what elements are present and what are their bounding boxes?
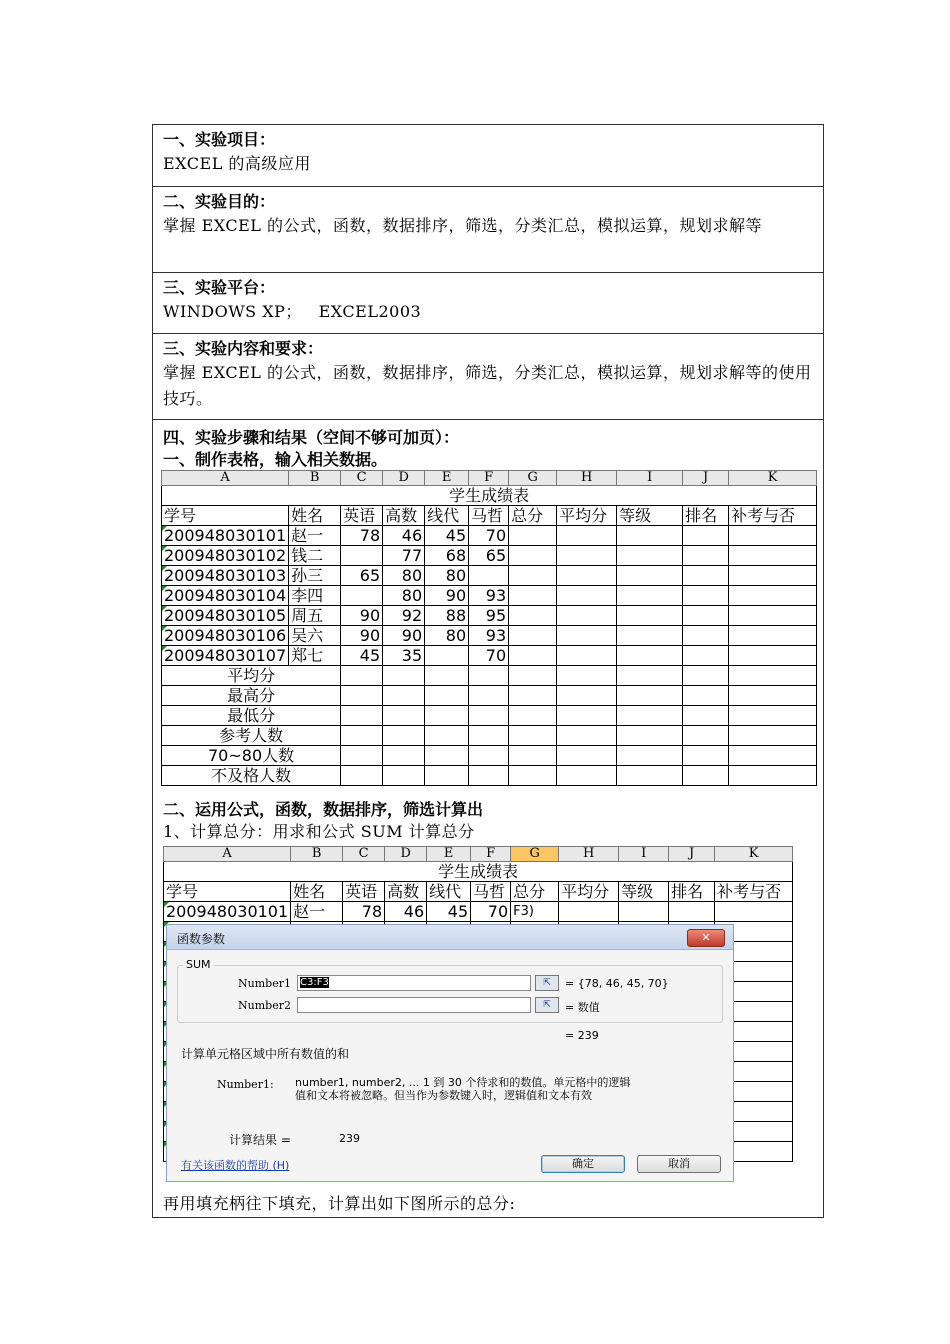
- cell[interactable]: [383, 766, 425, 786]
- header-cell[interactable]: 马哲: [469, 506, 509, 526]
- cell-student-id[interactable]: 200948030107: [162, 646, 289, 666]
- cell[interactable]: [617, 666, 683, 686]
- header-cell[interactable]: 等级: [617, 506, 683, 526]
- cell[interactable]: [729, 626, 817, 646]
- section-body: EXCEL 的高级应用: [163, 154, 311, 173]
- cell[interactable]: [425, 746, 469, 766]
- dialog-title: 函数参数: [177, 932, 226, 946]
- step2-heading: 二、运用公式，函数，数据排序，筛选计算出: [163, 800, 484, 819]
- cell[interactable]: [617, 626, 683, 646]
- header-cell[interactable]: 线代: [425, 506, 469, 526]
- sheet-title-cell[interactable]: 学生成绩表: [162, 486, 817, 506]
- cell[interactable]: [557, 726, 617, 746]
- cell[interactable]: [557, 646, 617, 666]
- title-row: [162, 486, 817, 506]
- collapse-dialog-button[interactable]: [535, 975, 559, 991]
- cell[interactable]: [559, 902, 619, 922]
- summary-row: [162, 686, 817, 706]
- cell[interactable]: [729, 526, 817, 546]
- cell[interactable]: [425, 706, 469, 726]
- header-cell[interactable]: 排名: [683, 506, 729, 526]
- header-cell[interactable]: 高数: [383, 506, 425, 526]
- column-header[interactable]: D: [383, 471, 425, 486]
- section-step2: [153, 795, 823, 845]
- column-header[interactable]: J: [669, 847, 715, 862]
- cell[interactable]: [557, 626, 617, 646]
- header-cell[interactable]: 等级: [619, 882, 669, 902]
- table-row: [164, 902, 793, 922]
- cell[interactable]: [729, 566, 817, 586]
- column-header[interactable]: F: [471, 847, 511, 862]
- cell[interactable]: [617, 746, 683, 766]
- cell[interactable]: [729, 706, 817, 726]
- column-header[interactable]: I: [619, 847, 669, 862]
- cell[interactable]: [557, 706, 617, 726]
- cell-score[interactable]: 78: [343, 902, 385, 922]
- summary-label[interactable]: 不及格人数: [162, 766, 341, 786]
- cell-score[interactable]: 80: [425, 626, 469, 646]
- cell[interactable]: [557, 686, 617, 706]
- cell-name[interactable]: 孙三: [289, 566, 341, 586]
- cell[interactable]: [617, 646, 683, 666]
- section-step2-footer: [153, 1189, 823, 1215]
- cell-student-id[interactable]: 200948030101: [162, 526, 289, 546]
- cell-name[interactable]: 郑七: [289, 646, 341, 666]
- cell-name[interactable]: 周五: [289, 606, 341, 626]
- column-header-selected[interactable]: G: [511, 847, 559, 862]
- cell-score[interactable]: 35: [383, 646, 425, 666]
- cell[interactable]: [557, 566, 617, 586]
- table-row: [162, 566, 817, 586]
- summary-row: [162, 706, 817, 726]
- cell[interactable]: [509, 626, 557, 646]
- table-row: [162, 606, 817, 626]
- cell[interactable]: [729, 546, 817, 566]
- header-cell[interactable]: 补考与否: [715, 882, 793, 902]
- cell[interactable]: [557, 666, 617, 686]
- cell[interactable]: [509, 726, 557, 746]
- number2-result: = 数值: [565, 1001, 600, 1014]
- sheet-title-cell[interactable]: 学生成绩表: [164, 862, 793, 882]
- summary-label[interactable]: 参考人数: [162, 726, 341, 746]
- cell-score[interactable]: 90: [383, 626, 425, 646]
- cell-score[interactable]: 90: [341, 626, 383, 646]
- section-title: 一、实验项目：: [163, 130, 276, 149]
- cell[interactable]: [729, 586, 817, 606]
- summary-label[interactable]: 最高分: [162, 686, 341, 706]
- arg-help-line: number1, number2, ... 1 到 30 个待求和的数值。单元格中的逻辑: [295, 1076, 631, 1089]
- cell-score[interactable]: [341, 586, 383, 606]
- cell[interactable]: [683, 706, 729, 726]
- cell[interactable]: [383, 666, 425, 686]
- summary-row: [162, 726, 817, 746]
- cell[interactable]: [469, 726, 509, 746]
- cell[interactable]: [617, 566, 683, 586]
- header-cell[interactable]: 线代: [427, 882, 471, 902]
- cell-score[interactable]: 77: [383, 546, 425, 566]
- cell[interactable]: [509, 766, 557, 786]
- column-header[interactable]: G: [509, 471, 557, 486]
- cell[interactable]: [617, 546, 683, 566]
- range-select-icon: ⇱: [543, 978, 551, 988]
- cell-score[interactable]: [425, 646, 469, 666]
- cell[interactable]: [341, 726, 383, 746]
- cell[interactable]: [683, 526, 729, 546]
- cell[interactable]: [509, 606, 557, 626]
- cell[interactable]: [683, 546, 729, 566]
- cell[interactable]: [509, 586, 557, 606]
- section-title: 三、实验内容和要求：: [163, 339, 324, 358]
- result-label: 计算结果 =: [229, 1133, 291, 1147]
- cell-score[interactable]: 90: [425, 586, 469, 606]
- table-row: [162, 626, 817, 646]
- header-cell[interactable]: 学号: [162, 506, 289, 526]
- cell[interactable]: [683, 586, 729, 606]
- step2-subheading: 1、计算总分：用求和公式 SUM 计算总分: [163, 822, 475, 841]
- cell[interactable]: [715, 902, 793, 922]
- summary-label[interactable]: 最低分: [162, 706, 341, 726]
- cell-name[interactable]: 赵一: [291, 902, 343, 922]
- arg-help-line: 值和文本将被忽略。但当作为参数键入时，逻辑值和文本有效: [295, 1089, 592, 1102]
- cell[interactable]: [509, 686, 557, 706]
- column-header[interactable]: J: [683, 471, 729, 486]
- dialog-titlebar[interactable]: [167, 925, 733, 950]
- collapse-dialog-button[interactable]: [535, 997, 559, 1013]
- column-header[interactable]: C: [343, 847, 385, 862]
- cell-student-id[interactable]: 200948030105: [162, 606, 289, 626]
- cell[interactable]: [425, 666, 469, 686]
- header-cell[interactable]: 排名: [669, 882, 715, 902]
- column-header[interactable]: F: [469, 471, 509, 486]
- range-select-icon: ⇱: [543, 1000, 551, 1010]
- cell[interactable]: [683, 666, 729, 686]
- cell[interactable]: [425, 766, 469, 786]
- header-cell[interactable]: 总分: [509, 506, 557, 526]
- cell[interactable]: [469, 686, 509, 706]
- section-body: 掌握 EXCEL 的公式，函数，数据排序，筛选，分类汇总，模拟运算，规划求解等: [163, 216, 763, 235]
- header-cell[interactable]: 英语: [341, 506, 383, 526]
- cell-score[interactable]: 93: [469, 586, 509, 606]
- cell[interactable]: [557, 586, 617, 606]
- function-name-label: SUM: [183, 958, 214, 971]
- cell-score[interactable]: 65: [469, 546, 509, 566]
- result-value: 239: [339, 1132, 360, 1145]
- cell-name[interactable]: 赵一: [289, 526, 341, 546]
- cell[interactable]: [617, 706, 683, 726]
- cell-score[interactable]: [469, 566, 509, 586]
- number1-label: Number1: [238, 977, 291, 990]
- number2-label: Number2: [238, 999, 291, 1012]
- table-row: [162, 646, 817, 666]
- cell-student-id[interactable]: 200948030101: [164, 902, 291, 922]
- cell-score[interactable]: 70: [469, 526, 509, 546]
- header-cell[interactable]: 补考与否: [729, 506, 817, 526]
- header-row: [162, 506, 817, 526]
- cell-score[interactable]: 95: [469, 606, 509, 626]
- close-button[interactable]: ✕: [687, 929, 725, 947]
- column-header[interactable]: K: [729, 471, 817, 486]
- summary-label[interactable]: 平均分: [162, 666, 341, 686]
- header-cell[interactable]: 高数: [385, 882, 427, 902]
- cell[interactable]: [341, 706, 383, 726]
- number1-result: = {78, 46, 45, 70}: [565, 977, 669, 990]
- cell-name[interactable]: 李四: [289, 586, 341, 606]
- cell[interactable]: [557, 766, 617, 786]
- cell[interactable]: [557, 746, 617, 766]
- cell[interactable]: [729, 646, 817, 666]
- column-header[interactable]: K: [715, 847, 793, 862]
- column-header[interactable]: H: [559, 847, 619, 862]
- header-cell[interactable]: 姓名: [289, 506, 341, 526]
- cell-score[interactable]: 70: [469, 646, 509, 666]
- cell-score[interactable]: 88: [425, 606, 469, 626]
- cell[interactable]: [617, 526, 683, 546]
- column-header[interactable]: A: [164, 847, 291, 862]
- section-body: 掌握 EXCEL 的公式，函数，数据排序，筛选，分类汇总，模拟运算，规划求解等的使用技巧。: [163, 363, 812, 408]
- cell[interactable]: [617, 586, 683, 606]
- title-row: [164, 862, 793, 882]
- section-content: [153, 334, 823, 420]
- cell[interactable]: [683, 726, 729, 746]
- table-row: [162, 546, 817, 566]
- cell-score[interactable]: 45: [425, 526, 469, 546]
- cell[interactable]: [683, 626, 729, 646]
- divider: [153, 419, 823, 420]
- header-cell[interactable]: 平均分: [557, 506, 617, 526]
- summary-label[interactable]: 70~80人数: [162, 746, 341, 766]
- arg-help-label: Number1:: [217, 1078, 274, 1091]
- cell[interactable]: [469, 706, 509, 726]
- cell-score[interactable]: 45: [341, 646, 383, 666]
- cancel-button[interactable]: 取消: [637, 1155, 721, 1173]
- number1-input[interactable]: [297, 975, 531, 991]
- cell[interactable]: [729, 686, 817, 706]
- column-header[interactable]: A: [162, 471, 289, 486]
- ok-button[interactable]: 确定: [541, 1155, 625, 1173]
- cell-score[interactable]: [341, 546, 383, 566]
- cell-score[interactable]: 80: [425, 566, 469, 586]
- header-cell[interactable]: 学号: [164, 882, 291, 902]
- cell[interactable]: [683, 746, 729, 766]
- cell-name[interactable]: 钱二: [289, 546, 341, 566]
- cell-score[interactable]: 68: [425, 546, 469, 566]
- cell[interactable]: [425, 686, 469, 706]
- section-project: [153, 125, 823, 187]
- cell[interactable]: [683, 766, 729, 786]
- cell[interactable]: [341, 666, 383, 686]
- cell[interactable]: [341, 746, 383, 766]
- header-cell[interactable]: 马哲: [471, 882, 511, 902]
- cell[interactable]: [509, 646, 557, 666]
- column-header-row: [162, 471, 817, 486]
- cell[interactable]: [509, 546, 557, 566]
- cell-score[interactable]: 46: [385, 902, 427, 922]
- cell[interactable]: [383, 726, 425, 746]
- cell-score[interactable]: 80: [383, 566, 425, 586]
- cell[interactable]: [383, 686, 425, 706]
- cell[interactable]: [617, 686, 683, 706]
- cell[interactable]: [557, 606, 617, 626]
- cell[interactable]: [617, 606, 683, 626]
- cell[interactable]: [619, 902, 669, 922]
- cell-student-id[interactable]: 200948030103: [162, 566, 289, 586]
- section-title: 二、实验目的：: [163, 192, 276, 211]
- cell[interactable]: [669, 902, 715, 922]
- cell[interactable]: [557, 526, 617, 546]
- header-cell[interactable]: 总分: [511, 882, 559, 902]
- section-body: WINDOWS XP； EXCEL2003: [163, 302, 422, 321]
- summary-row: [162, 746, 817, 766]
- column-header[interactable]: E: [425, 471, 469, 486]
- cell-student-id[interactable]: 200948030106: [162, 626, 289, 646]
- cell-score[interactable]: 46: [383, 526, 425, 546]
- cell-formula-editing[interactable]: F3): [511, 902, 559, 922]
- cell[interactable]: [509, 566, 557, 586]
- cell-score[interactable]: 92: [383, 606, 425, 626]
- cell[interactable]: [617, 766, 683, 786]
- column-header[interactable]: B: [291, 847, 343, 862]
- header-cell[interactable]: 英语: [343, 882, 385, 902]
- cell[interactable]: [683, 606, 729, 626]
- cell-score[interactable]: 93: [469, 626, 509, 646]
- steps-title: 四、实验步骤和结果（空间不够可加页）：: [163, 428, 460, 447]
- function-help-link[interactable]: 有关该函数的帮助 (H): [181, 1159, 290, 1172]
- column-header[interactable]: D: [385, 847, 427, 862]
- cell[interactable]: [729, 726, 817, 746]
- cell[interactable]: [683, 566, 729, 586]
- cell-score[interactable]: 90: [341, 606, 383, 626]
- cell[interactable]: [729, 606, 817, 626]
- step2-footer: 再用填充柄往下填充，计算出如下图所示的总分:: [163, 1194, 516, 1213]
- cell-score[interactable]: 70: [471, 902, 511, 922]
- cell-score[interactable]: 65: [341, 566, 383, 586]
- cell-score[interactable]: 80: [383, 586, 425, 606]
- cell[interactable]: [729, 666, 817, 686]
- cell[interactable]: [341, 766, 383, 786]
- cell-score[interactable]: 78: [341, 526, 383, 546]
- column-header[interactable]: H: [557, 471, 617, 486]
- section-title: 三、实验平台：: [163, 278, 276, 297]
- cell-name[interactable]: 吴六: [289, 626, 341, 646]
- cell-score[interactable]: 45: [427, 902, 471, 922]
- table-row: [162, 526, 817, 546]
- total-preview: = 239: [565, 1029, 599, 1042]
- cell[interactable]: [469, 746, 509, 766]
- header-cell[interactable]: 平均分: [559, 882, 619, 902]
- cell[interactable]: [425, 726, 469, 746]
- cell[interactable]: [509, 706, 557, 726]
- cell[interactable]: [383, 746, 425, 766]
- section-purpose: [153, 187, 823, 273]
- header-row: [164, 882, 793, 902]
- cell[interactable]: [683, 686, 729, 706]
- cell[interactable]: [469, 766, 509, 786]
- column-header-row: [164, 847, 793, 862]
- cell[interactable]: [469, 666, 509, 686]
- arguments-group: [177, 965, 723, 1023]
- column-header[interactable]: E: [427, 847, 471, 862]
- table-row: [162, 586, 817, 606]
- cell[interactable]: [729, 766, 817, 786]
- cell[interactable]: [729, 746, 817, 766]
- function-arguments-dialog: [166, 924, 734, 1182]
- column-header[interactable]: C: [341, 471, 383, 486]
- spreadsheet-1: [161, 470, 817, 786]
- cell[interactable]: [557, 546, 617, 566]
- cell[interactable]: [509, 666, 557, 686]
- section-platform: [153, 273, 823, 334]
- header-cell[interactable]: 姓名: [291, 882, 343, 902]
- cell[interactable]: [383, 706, 425, 726]
- summary-row: [162, 766, 817, 786]
- function-description: 计算单元格区域中所有数值的和: [181, 1047, 350, 1061]
- step1-heading: 一、制作表格，输入相关数据。: [163, 450, 388, 469]
- number2-input[interactable]: [297, 997, 531, 1013]
- cell-student-id[interactable]: 200948030104: [162, 586, 289, 606]
- column-header[interactable]: I: [617, 471, 683, 486]
- cell[interactable]: [683, 646, 729, 666]
- cell-student-id[interactable]: 200948030102: [162, 546, 289, 566]
- cell[interactable]: [509, 746, 557, 766]
- column-header[interactable]: B: [289, 471, 341, 486]
- number1-value: C3:F3: [300, 977, 329, 988]
- cell[interactable]: [341, 686, 383, 706]
- cell[interactable]: [617, 726, 683, 746]
- summary-row: [162, 666, 817, 686]
- cell[interactable]: [509, 526, 557, 546]
